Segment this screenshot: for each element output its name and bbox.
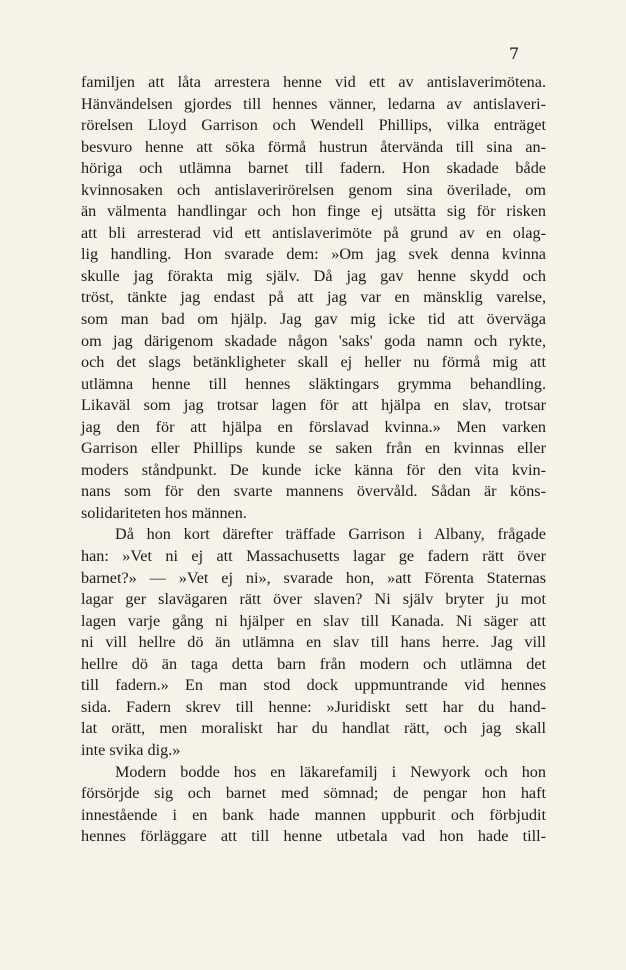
text-line: kvinnosaken och antislaverirörelsen genom sina överilade, om <box>81 180 546 199</box>
text-line: att bli arresterad vid ett antislaverimöte på grund av en olag- <box>81 223 546 242</box>
text-line: lagar ger slavägaren rätt över slaven? Ni själv bryter ju mot <box>81 590 546 609</box>
text-line: rörelsen Lloyd Garrison och Wendell Phillips, vilka enträget <box>81 116 546 135</box>
text-line: försörjde sig och barnet med sömnad; de pengar hon haft <box>81 784 546 803</box>
text-line: som man bad om hjälp. Jag gav mig icke tid att överväga <box>81 310 546 329</box>
text-line: Modern bodde hos en läkarefamilj i Newyork och hon <box>115 762 546 781</box>
text-line: höriga och utlämna barnet till fadern. Hon skadade både <box>81 159 546 178</box>
page-number: 7 <box>509 44 520 63</box>
text-line: Likaväl som jag trotsar lagen för att hjälpa en slav, trotsar <box>81 396 546 415</box>
text-line: till fadern.» En man stod dock uppmuntrande vid hennes <box>81 676 546 695</box>
text-line: Garrison eller Phillips kunde se saken från en kvinnas eller <box>81 439 546 458</box>
text-line: familjen att låta arrestera henne vid ett av antislaverimötena. <box>81 73 546 91</box>
text-line: Då hon kort därefter träffade Garrison i Albany, frågade <box>115 525 546 544</box>
text-line: jag den för att hjälpa en förslavad kvinna.» Men varken <box>81 417 546 436</box>
text-line: innestående i en bank hade mannen uppburit och förbjudit <box>81 805 546 824</box>
text-line: hennes förläggare att till henne utbetala vad hon hade till- <box>81 827 546 846</box>
text-line: Hänvändelsen gjordes till hennes vänner, ledarna av antislaveri- <box>81 94 546 113</box>
text-line: och det slags betänkligheter skall ej heller nu förmå mig att <box>81 353 546 372</box>
text-line: inte svika dig.» <box>81 740 181 759</box>
text-line: besvuro henne att söka förmå hustrun återvända till sina an- <box>81 137 546 156</box>
text-line: utlämna henne till hennes släktingars grymma behandling. <box>81 374 546 393</box>
text-line: skulle jag förakta mig själv. Då jag gav henne skydd och <box>81 266 546 285</box>
text-line: tröst, tänkte jag endast på att jag var en mänsklig varelse, <box>81 288 546 307</box>
text-line: moders ståndpunkt. De kunde icke känna för den vita kvin- <box>81 460 546 479</box>
text-line: lig handling. Hon svarade dem: »Om jag svek denna kvinna <box>81 245 546 264</box>
text-line: lagen varje gång ni hjälper en slav till Kanada. Ni säger att <box>81 611 546 630</box>
text-line: lat orätt, men moraliskt har du handlat rätt, och jag skall <box>81 719 546 738</box>
text-line: än välmenta handlingar och hon finge ej utsätta sig för risken <box>81 202 546 221</box>
text-line: nans som för den svarte mannens övervåld. Sådan är köns- <box>81 482 546 501</box>
text-line: han: »Vet ni ej att Massachusetts lagar ge fadern rätt över <box>81 547 546 566</box>
text-line: ni vill hellre dö än utlämna en slav till hans herre. Jag vill <box>81 633 546 652</box>
text-line: om jag därigenom skadade någon 'saks' goda namn och rykte, <box>81 331 546 350</box>
text-line: barnet?» — »Vet ej ni», svarade hon, »att Förenta Staternas <box>81 568 546 587</box>
text-line: hellre dö än taga detta barn från modern och utlämna det <box>81 654 546 673</box>
text-line: sida. Fadern skrev till henne: »Juridiskt sett har du hand- <box>81 697 546 716</box>
text-line: solidariteten hos männen. <box>81 503 247 522</box>
body-text <box>81 72 546 848</box>
